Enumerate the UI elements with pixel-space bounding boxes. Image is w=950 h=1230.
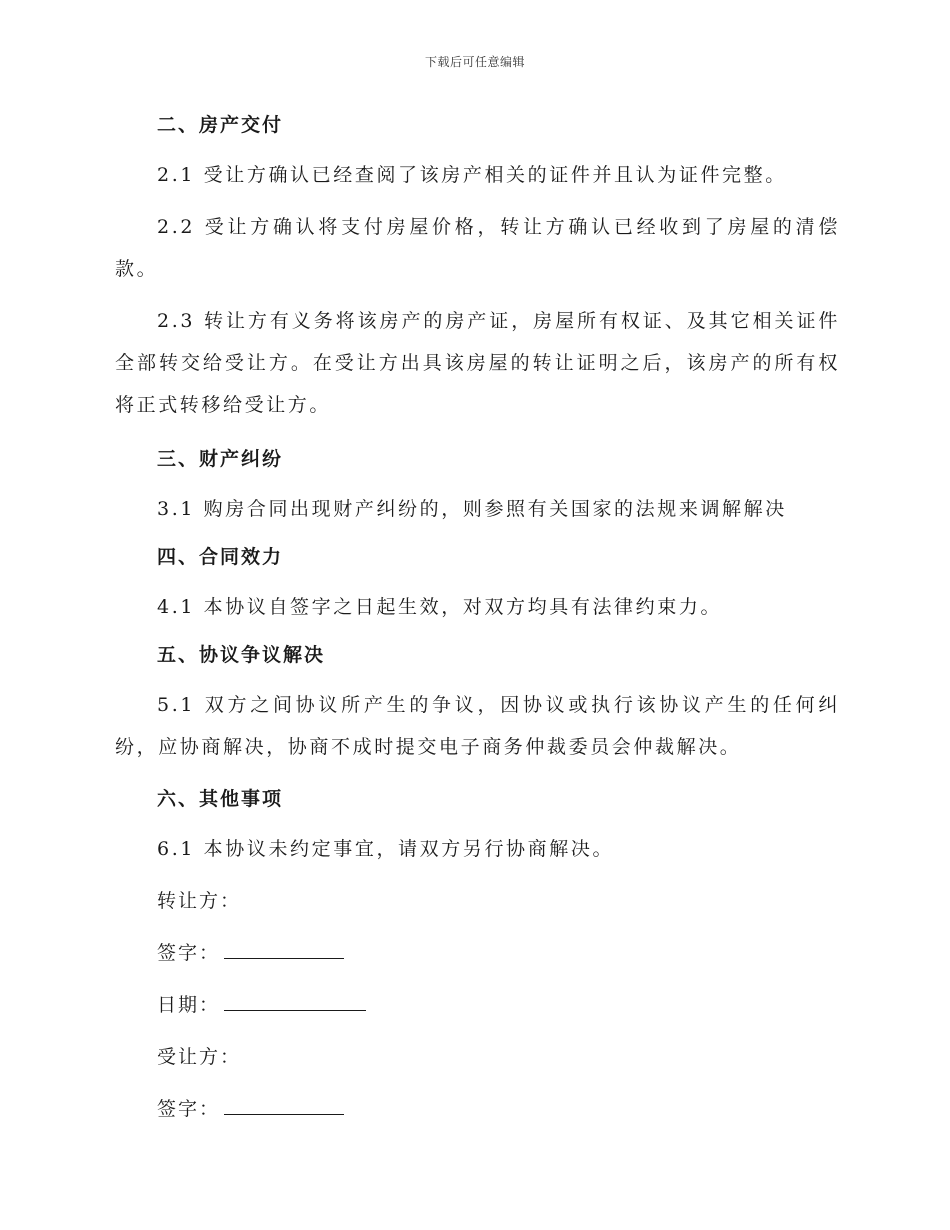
transferee-sign-row <box>157 1088 840 1140</box>
clause-5-1: 5.1 双方之间协议所产生的争议，因协议或执行该协议产生的任何纠纷，应协商解决，协商不成时提交电子商务仲裁委员会仲裁解决。 <box>115 694 840 758</box>
transferor-label: 转让方： <box>157 890 242 912</box>
sign-label: 签字： <box>157 1098 221 1120</box>
transferee-label: 受让方： <box>157 1046 242 1068</box>
transferor-signature-field[interactable] <box>224 932 344 959</box>
date-label: 日期： <box>157 994 221 1016</box>
section-heading: 四、合同效力 <box>157 546 284 568</box>
clause-4-1: 4.1 本协议自签字之日起生效，对双方均具有法律约束力。 <box>157 596 723 618</box>
clause-3-1: 3.1 购房合同出现财产纠纷的，则参照有关国家的法规来调解解决 <box>157 498 787 520</box>
section-heading: 六、其他事项 <box>157 788 284 810</box>
section-heading: 三、财产纠纷 <box>157 448 284 470</box>
clause-6-1: 6.1 本协议未约定事宜，请双方另行协商解决。 <box>157 838 615 860</box>
transferor-sign-row <box>157 932 840 984</box>
sign-label: 签字： <box>157 942 221 964</box>
section-heading: 五、协议争议解决 <box>157 644 326 666</box>
section-heading: 二、房产交付 <box>157 114 284 136</box>
document-body <box>115 108 840 1140</box>
clause-2-1: 2.1 受让方确认已经查阅了该房产相关的证件并且认为证件完整。 <box>157 164 787 186</box>
page-header: 下载后可任意编辑 <box>424 55 525 69</box>
clause-2-3: 2.3 转让方有义务将该房产的房产证，房屋所有权证、及其它相关证件全部转交给受让方。在受让方出具该房屋的转让证明之后，该房产的所有权将正式转移给受让方。 <box>115 310 840 416</box>
transferor-date-row <box>157 984 840 1036</box>
transferor-date-field[interactable] <box>224 984 366 1011</box>
clause-2-2: 2.2 受让方确认将支付房屋价格，转让方确认已经收到了房屋的清偿款。 <box>115 216 840 280</box>
transferee-signature-field[interactable] <box>224 1088 344 1115</box>
